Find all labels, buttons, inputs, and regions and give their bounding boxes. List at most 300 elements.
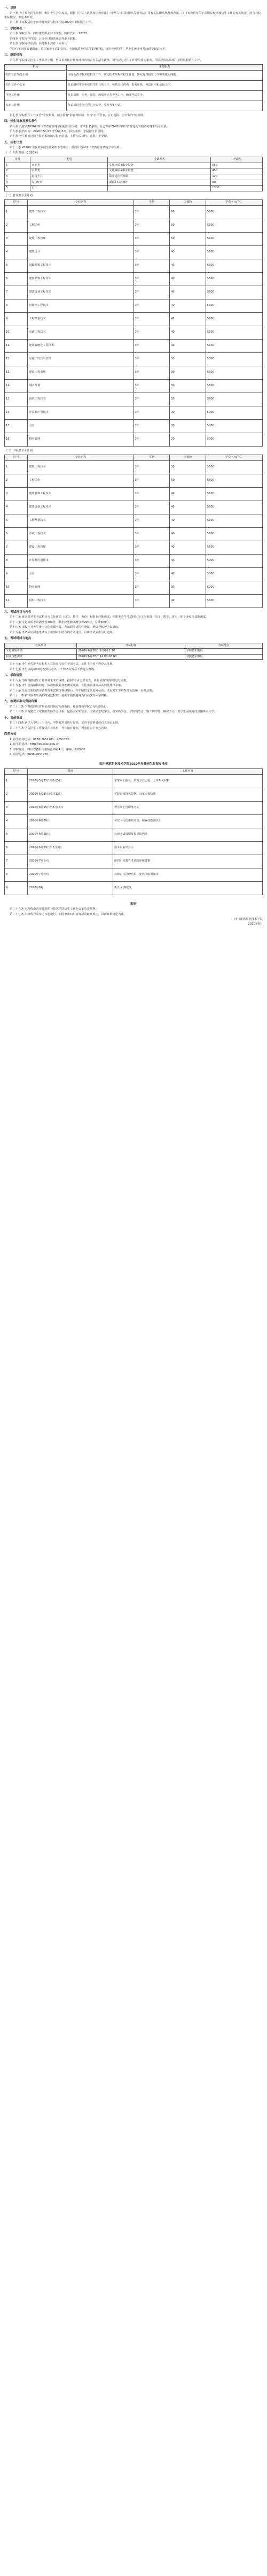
table-cell: 2 (5, 219, 28, 232)
table-row (5, 272, 263, 286)
table-cell: 30 (170, 393, 206, 406)
table-cell: 5000 (206, 554, 262, 567)
table-cell: 7 (5, 286, 28, 299)
table-cell: 会计 (28, 567, 134, 581)
table-cell: 计算机应用技术 (28, 406, 134, 419)
table-cell: 60 (170, 219, 206, 232)
table-cell: 14 (5, 379, 28, 393)
table-cell: 新生入学报到 (113, 881, 262, 895)
table-cell: 650 (211, 163, 263, 168)
table-cell: 3年 (134, 286, 170, 299)
table-cell: 3年 (134, 205, 170, 219)
table-cell: 5600 (206, 232, 262, 245)
document-page (4, 0, 263, 927)
table-cell: 工程测量技术 (28, 514, 134, 527)
table-row (5, 245, 263, 259)
table-cell: 13 (5, 366, 28, 379)
table-cell: 计算机应用技术 (28, 554, 134, 567)
table-cell: 3年 (134, 219, 170, 232)
table-cell: 3年 (134, 352, 170, 366)
table-cell: 5000 (206, 581, 262, 594)
table-cell: 城乡规划 (28, 379, 134, 393)
table-cell: 40 (170, 514, 206, 527)
table-row (5, 406, 263, 419)
table-cell: 18 (5, 433, 28, 446)
table-cell: 建设工程管理 (28, 541, 134, 554)
table-cell: 5000 (206, 433, 262, 446)
table-cell: 5600 (206, 393, 262, 406)
table-cell: 7 (5, 855, 28, 868)
table-row (5, 649, 263, 655)
signature-org: 四川建筑职业技术学院 (234, 918, 263, 921)
table-cell: 10 (5, 581, 28, 594)
table-cell: 15 (5, 393, 28, 406)
table-cell: 5600 (206, 286, 262, 299)
paragraph: 第十八条 学院根据招生计划和考生考试成绩，按照"专业志愿优先，择优录取"的原则进行录取。 (10, 679, 129, 682)
table-header: 专业名称 (28, 200, 134, 206)
table-row (5, 326, 263, 339)
table-cell: 公布考试成绩及拟录取名单 (113, 828, 262, 841)
table-cell: 80 (211, 180, 263, 186)
paragraph: 第二十七条 本章程自发布之日起施行，如国家和四川省有新的政策规定，以新政策规定为准。 (10, 912, 127, 916)
table-cell: 招生工作办公室 (5, 80, 67, 90)
table-cell: 30 (170, 406, 206, 419)
table-row (5, 205, 263, 219)
section-heading: 六、考试科目与内容 (4, 610, 32, 614)
table-cell: 5600 (206, 205, 262, 219)
table-row (5, 841, 263, 855)
table-cell: 40 (170, 527, 206, 541)
table-cell: 8 (5, 299, 28, 312)
table-header: 计划数 (170, 455, 206, 461)
table-header: 序号 (5, 769, 28, 775)
table-header: 机构 (5, 65, 67, 71)
table-cell: 负责组织实施单独招生的日常工作，包括宣传咨询、报名审核、考试组织和录取工作。 (66, 80, 262, 90)
table-cell (108, 186, 211, 191)
table-cell: 3年 (134, 312, 170, 326)
table-cell: 3年 (134, 554, 170, 567)
table-cell: 考生网上报名，填报专业志愿，上传相关材料 (113, 774, 262, 788)
paragraph: 第二十四条 新生入学后三个月内，学院将对其进行复查，复查不合格者按有关规定处理。 (10, 721, 121, 725)
table-cell: 5600 (206, 474, 262, 487)
paragraph: 第二十条 录取结果经四川省教育考试院审核备案后，在学院招生信息网公布，录取考生不再参加全国统一高考录取。 (10, 689, 155, 693)
table-row (5, 581, 263, 594)
table-cell: 5600 (206, 487, 262, 501)
paragraph: 学院位于四川省德阳市，是国家骨干高职院校、全国优质专科高等职业院校，面向全国招生，毕业生就业率持续保持较高水平。 (10, 47, 168, 51)
table-cell: 2020年6月20日 (28, 814, 113, 828)
section-heading: 九、收费标准与资助政策 (4, 700, 37, 704)
table-cell: 8 (5, 554, 28, 567)
table-cell: 报四川省教育考试院审核备案 (113, 855, 262, 868)
table-row (5, 801, 263, 814)
table-row (5, 366, 263, 379)
table-cell: 5600 (206, 299, 262, 312)
table-cell: 学院德阳校区 (185, 654, 263, 660)
table-cell: 建筑智能化工程技术 (28, 339, 134, 352)
table-cell: 物业管理 (28, 433, 134, 446)
table-cell: 9 (5, 881, 28, 895)
table-cell: 450 (211, 168, 263, 174)
table-cell: 6 (5, 527, 28, 541)
table-cell: 5 (5, 186, 30, 191)
table-cell: 5600 (206, 594, 262, 608)
table-row (5, 855, 263, 868)
table-row (5, 868, 263, 881)
table-cell: 招生工作领导小组 (5, 70, 67, 80)
table-cell: 职业适应性测试 (108, 174, 211, 180)
table-row (5, 259, 263, 272)
table-row (5, 352, 263, 366)
table-cell: 40 (170, 272, 206, 286)
table-cell: 职业技能测试 (5, 654, 77, 660)
paragraph: 第二十六条 本章程由四川建筑职业技术学院招生工作办公室负责解释。 (10, 908, 98, 911)
table-cell: 30 (170, 352, 206, 366)
table-cell: 5600 (206, 339, 262, 352)
table-cell: 物业管理 (28, 581, 134, 594)
table-cell: 40 (170, 501, 206, 514)
table-row (5, 654, 263, 660)
major-plan-table (4, 455, 263, 608)
table-cell: 3年 (134, 406, 170, 419)
table-cell: 4 (5, 814, 28, 828)
table-cell: 5000 (206, 352, 262, 366)
table-header: 学费（元/年） (206, 455, 262, 461)
table-row (5, 541, 263, 554)
table-cell: 5600 (206, 219, 262, 232)
table-cell: 2020年5月25日至6月5日 (28, 774, 113, 788)
table-cell: 监察工作组 (5, 101, 67, 111)
section-heading: 三、组织机构 (4, 53, 22, 57)
table-cell: 40 (170, 487, 206, 501)
table-row (5, 90, 263, 101)
section-heading: 七、考试时间与地点 (4, 637, 32, 641)
table-row (5, 174, 263, 180)
table-cell: 12 (5, 352, 28, 366)
table-cell: 文化素质考试 (5, 649, 77, 655)
table-cell: 3年 (134, 460, 170, 474)
table-cell: 1300 (211, 186, 263, 191)
table-cell: 3年 (134, 567, 170, 581)
table-cell: 2 (5, 788, 28, 801)
table-row (5, 474, 263, 487)
table-cell: 40 (170, 312, 206, 326)
table-row (5, 554, 263, 567)
section-heading: 四、招生对象及报名条件 (4, 120, 37, 124)
contact-line: 4. 监督电话：0838-2651770 (10, 753, 49, 757)
table-cell: 5600 (206, 501, 262, 514)
table-cell: 3年 (134, 501, 170, 514)
table-header: 类别 (30, 157, 108, 163)
table-cell: 7 (5, 541, 28, 554)
table-cell: 建设工程监理 (28, 366, 134, 379)
table-cell: 50 (170, 232, 206, 245)
table-row (5, 501, 263, 514)
table-cell: 40 (170, 567, 206, 581)
org-table (4, 64, 263, 111)
table-row (5, 163, 263, 168)
table-cell: 40 (170, 326, 206, 339)
table-cell: 40 (170, 594, 206, 608)
contact-line[interactable]: 2. 招生信息网：http://zs.scac.edu.cn (10, 743, 60, 747)
table-cell: 中职类 (30, 168, 108, 174)
table-cell: 2020年6月28日 (28, 828, 113, 841)
table-cell: 40 (170, 286, 206, 299)
paragraph: 第四条 学院办学性质：公办全日制普通高等职业院校。 (10, 37, 78, 41)
table-cell: 3 (5, 801, 28, 814)
paragraph: 第二条 本章程适用于四川建筑职业技术学院2020年单独招生工作。 (10, 21, 95, 25)
paragraph: 第八条 凡符合2020年四川省普通高等学校招生全国统一考试报名条件，且已参加2020年四川省普通高考报名的考生均可报名。 (10, 125, 169, 128)
table-cell: 6 (5, 272, 28, 286)
table-cell: 2020年6月8日至6月12日 (28, 788, 113, 801)
section-heading: 一、总则 (4, 6, 17, 10)
section-heading: 八、录取规则 (4, 674, 22, 678)
table-cell: 综合评价 (30, 180, 108, 186)
section-heading: 五、招生计划 (4, 141, 22, 144)
table-cell: 3 (5, 174, 30, 180)
paragraph: 第九条 报名时间：2020年5月25日至6月5日。报名网址：学院招生信息网。 (10, 130, 106, 134)
table-row (5, 774, 263, 788)
table-header: 序号 (5, 157, 30, 163)
table-row (5, 219, 263, 232)
table-cell: 工程造价 (28, 219, 134, 232)
table-cell: 5600 (206, 541, 262, 554)
paragraph: 第二十一条 被录取考生须按时到校报到，逾期未报到者视为自动放弃入学资格。 (10, 694, 110, 698)
table-cell: 5600 (206, 379, 262, 393)
paragraph: 第十一条 2020年学院单独招生计划如下表所示，最终计划以四川省教育考试院公布为准。 (10, 146, 123, 150)
table-row (5, 232, 263, 245)
table-title: （三）中职类专业计划 (4, 449, 33, 452)
table-cell: 3年 (134, 393, 170, 406)
table-row (5, 180, 263, 186)
table-row (5, 186, 263, 191)
table-cell: 2 (5, 168, 30, 174)
table-cell: 3年 (134, 594, 170, 608)
paragraph: 第二十二条 学费按四川省物价部门核定标准收取，住宿费按学院公布标准执行。 (10, 705, 110, 709)
table-cell: 6 (5, 841, 28, 855)
table-row (5, 299, 263, 312)
table-cell: 3年 (134, 299, 170, 312)
table-cell: 园林工程技术 (28, 393, 134, 406)
table-cell: 道路桥梁工程技术 (28, 259, 134, 272)
table-cell: 考生网上打印准考证 (113, 801, 262, 814)
table-cell: 5600 (206, 259, 262, 272)
table-cell: 学院德阳校区 (185, 649, 263, 655)
section-heading: 二、学院概况 (4, 27, 22, 30)
table-cell: 11 (5, 339, 28, 352)
paragraph: 第三条 学院全称：四川建筑职业技术学院，院校代码：12787。 (10, 32, 90, 36)
table-cell: 市政工程技术 (28, 326, 134, 339)
table-cell: 5 (5, 828, 28, 841)
schedule-title: 四川建筑职业技术学院2020年单独招生时间安排表 (99, 763, 168, 766)
table-cell: 5000 (206, 406, 262, 419)
table-cell: 3年 (134, 433, 170, 446)
table-cell: 2020年7月上旬 (28, 855, 113, 868)
table-cell: 30 (170, 366, 206, 379)
table-cell: 9 (5, 312, 28, 326)
table-cell: 40 (170, 259, 206, 272)
table-row (5, 312, 263, 326)
table-header: 序号 (5, 200, 28, 206)
paragraph: 第二十三条 学院建立了完善的奖助学金体系，包括国家奖学金、国家励志奖学金、国家助学金、学院奖学金、勤工助学等，确保不让一名学生因家庭经济困难而失学。 (10, 710, 217, 714)
table-cell: 面试+综合测评 (108, 180, 211, 186)
table-cell: 3年 (134, 487, 170, 501)
table-row (5, 101, 263, 111)
table-header: 学费（元/年） (206, 200, 262, 206)
table-title: （二）普高类专业计划 (4, 194, 33, 197)
table-cell: 5600 (206, 527, 262, 541)
table-cell: 16 (5, 406, 28, 419)
table-cell: 40 (170, 299, 206, 312)
table-row (5, 339, 263, 352)
table-cell: 4 (5, 501, 28, 514)
table-header: 考试时间 (77, 643, 185, 649)
table-cell: 30 (170, 419, 206, 433)
table-cell: 40 (170, 541, 206, 554)
table-cell: 全面负责学院单独招生工作，制定招生章程和招生计划，研究处理招生工作中的重大问题。 (66, 70, 262, 80)
table-cell: 2 (5, 474, 28, 487)
table-header: 时间 (28, 769, 113, 775)
paragraph: 第十二条 普高类考生考试科目为文化素质（语文、数学、英语）和职业技能测试；中职类考生考试科目为文化素质（语文、数学、英语）和专业综合技能测试。 (10, 616, 209, 619)
table-cell: 3年 (134, 527, 170, 541)
table-cell: 文化素质+职业技能 (108, 168, 211, 174)
table-cell: 给排水工程技术 (28, 299, 134, 312)
table-cell: 建筑装饰工程技术 (28, 487, 134, 501)
table-cell: 5600 (206, 326, 262, 339)
table-cell: 3年 (134, 272, 170, 286)
table-cell: 60 (170, 205, 206, 219)
table-cell: 文化素质+职业技能 (108, 163, 211, 168)
table-cell: 考试（文化素质考试、职业技能测试） (113, 814, 262, 828)
table-row (5, 514, 263, 527)
table-cell: 5600 (206, 514, 262, 527)
table-cell: 5000 (206, 567, 262, 581)
appendix-heading: 附则 (130, 902, 137, 906)
table-cell: 40 (170, 245, 206, 259)
table-cell: 3年 (134, 379, 170, 393)
table-cell: 3 (5, 232, 28, 245)
table-cell: 40 (170, 554, 206, 567)
table-cell: 工程造价 (28, 474, 134, 487)
table-cell: 会计 (28, 419, 134, 433)
major-plan-table (4, 199, 263, 447)
table-row (5, 433, 263, 446)
table-row (5, 788, 263, 801)
table-cell: 5600 (206, 245, 262, 259)
paragraph: 第十四条 退役士兵考生免于文化素质考试，参加职业适应性测试，测试合格者予以录取。 (10, 626, 121, 629)
table-cell: 建筑工程技术 (28, 205, 134, 219)
table-row (5, 286, 263, 299)
table-row (5, 814, 263, 828)
table-cell: 负责命题、组考、阅卷、成绩登记等考务工作，确保考试安全。 (66, 90, 262, 101)
table-cell: 公布正式录取结果，发放录取通知书 (113, 868, 262, 881)
contact-line: 1. 招生咨询电话：0838-2651781、2651780 (10, 737, 69, 741)
table-row (5, 594, 263, 608)
table-cell: 建筑设计 (28, 245, 134, 259)
table-cell: 5000 (206, 419, 262, 433)
table-cell: 3年 (134, 419, 170, 433)
table-cell: 30 (170, 379, 206, 393)
paragraph: 第一条 为了规范招生管理，维护考生合法权益，根据《中华人民共和国教育法》《中华人民共和国高等教育法》等有关法律法规及教育部、四川省教育厅关于高职院校单独招生工作的有关规定，结合我院实际情况，制定本章程。 (4, 11, 261, 19)
table-row (5, 487, 263, 501)
table-header: 专业名称 (28, 455, 134, 461)
table-header: 考试项目 (5, 643, 77, 649)
table-cell: 3年 (134, 232, 170, 245)
signature-date: 2020年5月 (248, 922, 263, 926)
table-cell: 考务工作组 (5, 90, 67, 101)
table-title: （一）招生类别（2020年） (4, 151, 40, 155)
table-cell: 8 (5, 868, 28, 881)
contact-heading: 联系方式 (4, 733, 17, 736)
table-cell: 11 (5, 594, 28, 608)
table-cell: 3年 (134, 514, 170, 527)
table-cell: 1 (5, 460, 28, 474)
table-cell: 3年 (134, 581, 170, 594)
paragraph: 第十六条 考生须凭准考证和本人有效身份证件参加考试，证件不全者不得进入考场。 (10, 663, 115, 666)
table-cell: 园林工程技术 (28, 594, 134, 608)
section-heading: 十、其他事项 (4, 716, 22, 720)
table-header: 计划数 (170, 200, 206, 206)
table-cell: 4 (5, 180, 30, 186)
table-cell: 3年 (134, 474, 170, 487)
table-row (5, 70, 263, 80)
table-cell: 建筑设备工程技术 (28, 501, 134, 514)
paragraph: 第五条 学院办学层次：高等职业教育（专科）。 (10, 42, 69, 46)
table-cell: 40 (170, 339, 206, 352)
table-cell: 50 (170, 460, 206, 474)
table-cell: 3年 (134, 245, 170, 259)
table-cell: 17 (5, 419, 28, 433)
table-cell: 3年 (134, 366, 170, 379)
table-row (5, 881, 263, 895)
paragraph: 第十九条 考生总成绩相同时，依次按职业技能测试成绩、文化素质成绩从高到低排序录取。 (10, 684, 124, 688)
table-row (5, 379, 263, 393)
paragraph: 第七条 学院招生工作实行"学校负责、招办监督"的管理体制，坚持"公平竞争、公正选拔、公开程序"的原则。 (10, 113, 146, 117)
table-header: 考试方式 (108, 157, 211, 163)
table-cell: 工程测量技术 (28, 312, 134, 326)
table-cell: 市政工程技术 (28, 527, 134, 541)
paragraph: 第二十五条 学院招生工作接受社会监督，考生如有疑问，可通过以下方式咨询。 (10, 726, 110, 730)
table-header: 学制 (134, 200, 170, 206)
table-cell: 5 (5, 259, 28, 272)
table-cell: 3年 (134, 259, 170, 272)
table-header: 工作内容 (113, 769, 262, 775)
table-cell: 4 (5, 245, 28, 259)
table-cell: 退役士兵 (30, 174, 108, 180)
table-cell: 3年 (134, 541, 170, 554)
table-row (5, 460, 263, 474)
table-cell: 5600 (206, 460, 262, 474)
table-row (5, 419, 263, 433)
table-cell: 学院审核报名资格，公布审核结果 (113, 788, 262, 801)
table-header: 主要职责 (66, 65, 262, 71)
table-row (5, 567, 263, 581)
table-cell: 20 (170, 433, 206, 446)
table-row (5, 80, 263, 90)
table-cell: 1 (5, 163, 30, 168)
table-cell: 拟录取名单公示 (113, 841, 262, 855)
table-cell: 1 (5, 205, 28, 219)
table-cell: 建设工程管理 (28, 232, 134, 245)
paragraph: 第十条 考生须通过网上报名系统填写报名信息，上传相关材料，逾期不予受理。 (10, 135, 110, 139)
schedule-table (4, 768, 263, 895)
table-cell: 3 (5, 487, 28, 501)
paragraph: 第十五条 考试采用闭卷笔试与上机测试相结合的方式进行，具体考试安排另行通知。 (10, 630, 115, 634)
table-cell: 30 (170, 581, 206, 594)
table-header: 序号 (5, 455, 28, 461)
category-table (4, 157, 263, 191)
table-cell: 2020年6月20日 14:00-16:00 (77, 654, 185, 660)
table-cell: 建筑设备工程技术 (28, 286, 134, 299)
